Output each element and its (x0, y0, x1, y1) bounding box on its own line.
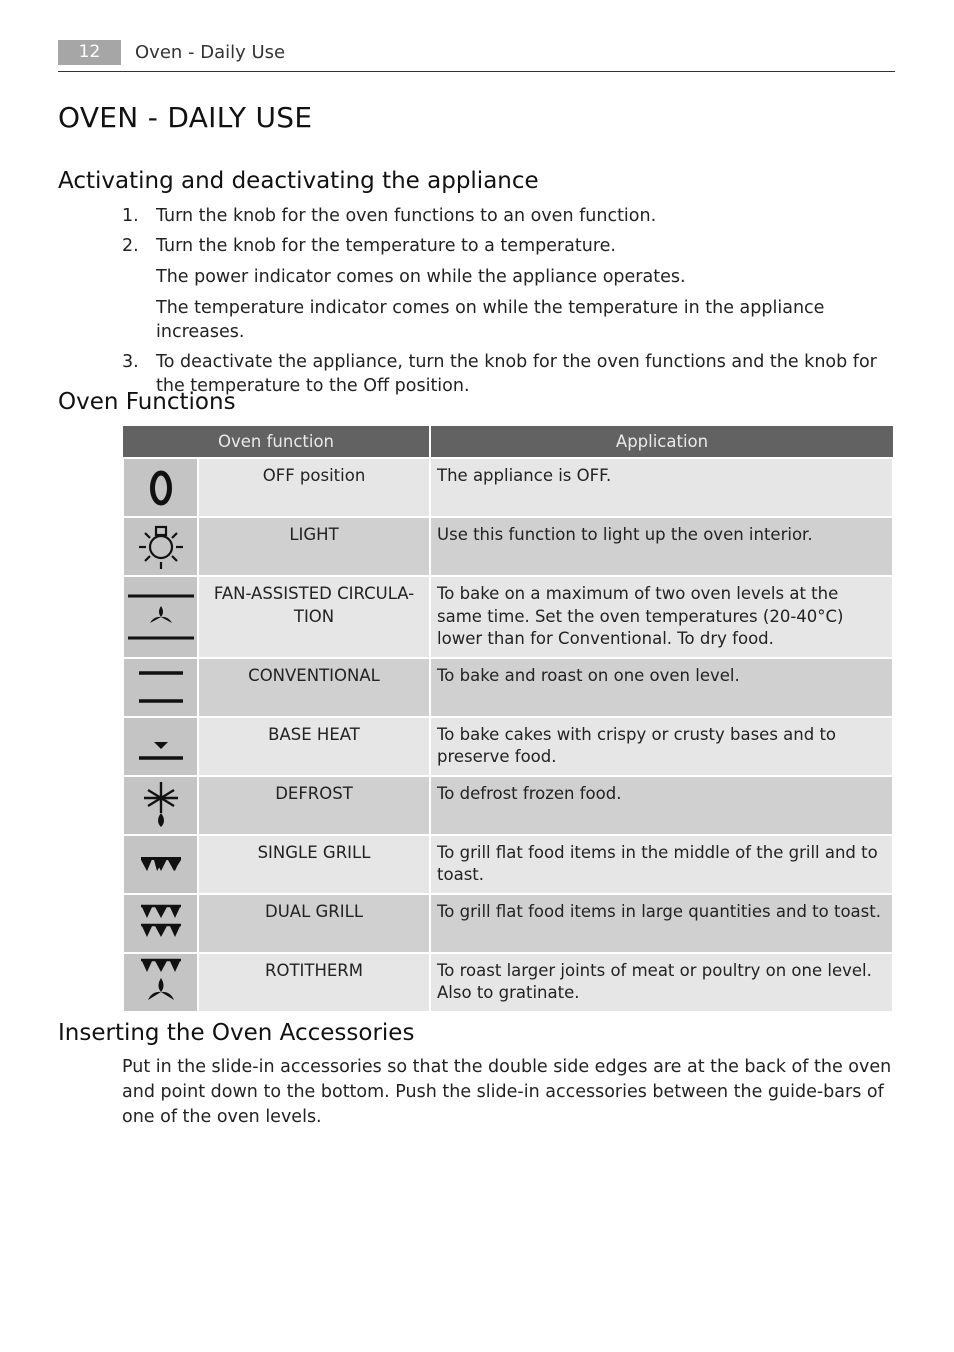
base-heat-icon (123, 717, 198, 776)
list-item (122, 350, 897, 398)
single-grill-icon (123, 835, 198, 894)
dual-grill-icon (123, 894, 198, 953)
function-application: To roast larger joints of meat or poultry on one level. Also to gratinate. (430, 953, 893, 1012)
function-application: To bake on a maximum of two oven levels at the same time. Set the oven temperatures (20-40°C) lower than for Conventional. To dry food. (430, 576, 893, 658)
table-row (123, 458, 893, 517)
function-name: OFF position (198, 458, 430, 517)
table-row (123, 776, 893, 835)
function-application: To bake and roast on one oven level. (430, 658, 893, 717)
oven-functions-table (122, 426, 894, 1013)
column-header-function: Oven function (123, 426, 430, 458)
oven-functions-heading: Oven Functions (58, 389, 236, 415)
function-application: Use this function to light up the oven interior. (430, 517, 893, 576)
list-item (122, 234, 897, 344)
off-zero-icon (123, 458, 198, 517)
defrost-icon (123, 776, 198, 835)
page-header (58, 40, 895, 72)
activation-steps (122, 204, 897, 404)
step-number: 3. (122, 352, 139, 372)
step-note: The temperature indicator comes on while the temperature in the appliance increases. (156, 298, 825, 342)
table-row (123, 717, 893, 776)
function-application: To grill flat food items in the middle of the grill and to toast. (430, 835, 893, 894)
header-title: Oven - Daily Use (135, 42, 286, 63)
page-title: OVEN - DAILY USE (58, 101, 313, 134)
function-name: DEFROST (198, 776, 430, 835)
step-text: Turn the knob for the oven functions to an oven function. (156, 206, 657, 226)
step-note: The power indicator comes on while the appliance operates. (156, 267, 686, 287)
fan-assisted-icon (123, 576, 198, 658)
table-row (123, 894, 893, 953)
function-name: ROTITHERM (198, 953, 430, 1012)
rotitherm-icon (123, 953, 198, 1012)
conventional-heat-icon (123, 658, 198, 717)
function-name: LIGHT (198, 517, 430, 576)
table-row (123, 835, 893, 894)
step-text: To deactivate the appliance, turn the knob for the oven functions and the knob for the temperature to the Off position. (156, 352, 877, 396)
list-item (122, 204, 897, 228)
accessories-heading: Inserting the Oven Accessories (58, 1020, 415, 1046)
step-number: 1. (122, 206, 139, 226)
function-name: BASE HEAT (198, 717, 430, 776)
function-name: CONVENTIONAL (198, 658, 430, 717)
function-application: To grill flat food items in large quantities and to toast. (430, 894, 893, 953)
table-row (123, 953, 893, 1012)
step-number: 2. (122, 236, 139, 256)
function-application: The appliance is OFF. (430, 458, 893, 517)
light-bulb-icon (123, 517, 198, 576)
table-row (123, 517, 893, 576)
function-name: FAN-ASSISTED CIRCULA-TION (198, 576, 430, 658)
table-row (123, 658, 893, 717)
column-header-application: Application (430, 426, 893, 458)
table-row (123, 576, 893, 658)
step-text: Turn the knob for the temperature to a temperature. (156, 236, 616, 256)
function-application: To defrost frozen food. (430, 776, 893, 835)
function-name: SINGLE GRILL (198, 835, 430, 894)
activating-heading: Activating and deactivating the appliance (58, 168, 539, 194)
function-application: To bake cakes with crispy or crusty bases and to preserve food. (430, 717, 893, 776)
function-name: DUAL GRILL (198, 894, 430, 953)
accessories-text: Put in the slide-in accessories so that the double side edges are at the back of the oven and point down to the bottom. Push the slide-in accessories between the guide-bars of one of the oven levels. (122, 1057, 892, 1127)
page-number: 12 (58, 40, 121, 65)
